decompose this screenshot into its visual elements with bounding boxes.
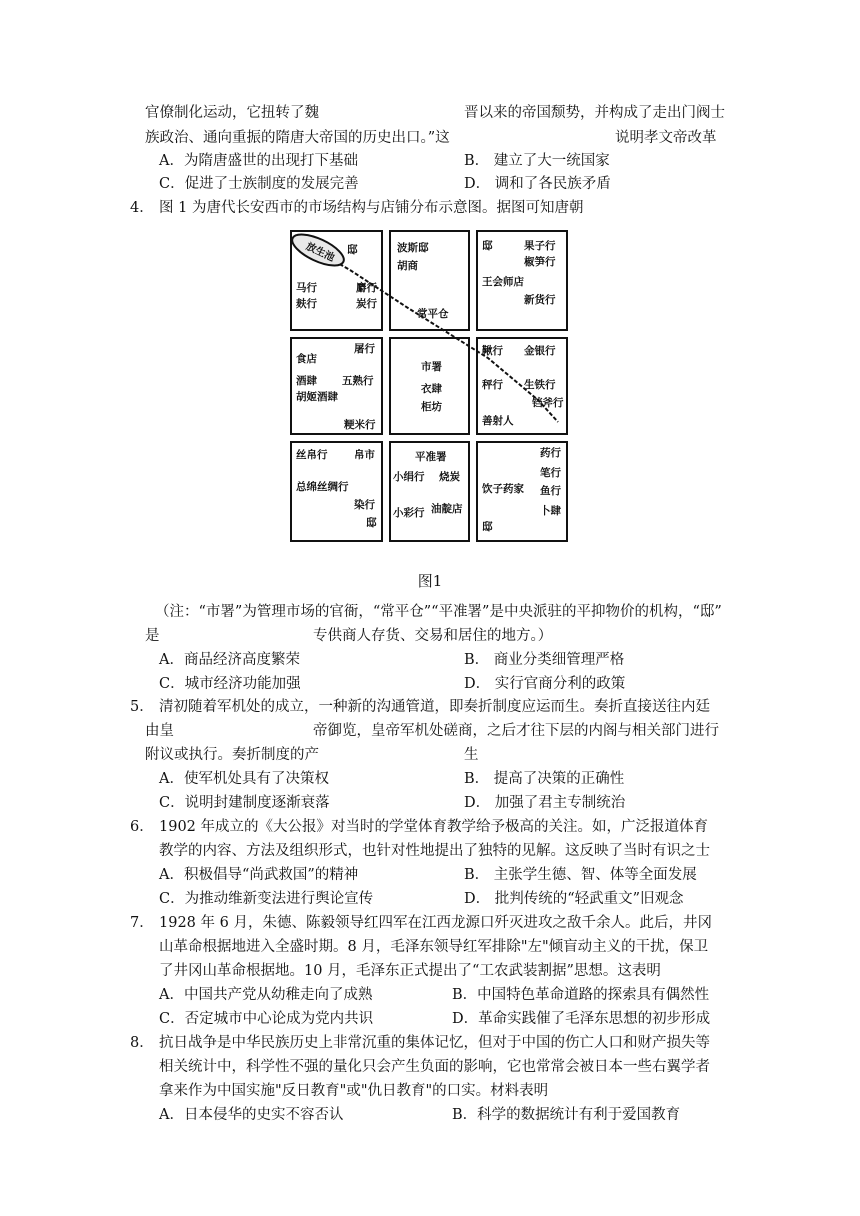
q4-option-c[interactable]: C．城市经济功能加强 <box>159 676 301 692</box>
map-label: 胡姬酒肆 <box>296 391 338 403</box>
map-label: 胡商 <box>397 260 418 272</box>
map-label: 油靛店 <box>431 503 463 515</box>
map-label: 王会师店 <box>482 276 524 288</box>
q4-number: 4． <box>130 200 154 216</box>
map-label: 柜坊 <box>421 401 442 413</box>
map-label: 麝行 <box>356 282 377 294</box>
map-label: 常平仓 <box>417 308 449 320</box>
map-label: 平准署 <box>415 451 447 463</box>
q6-stem-line1: 1902 年成立的《大公报》对当时的学堂体育教学给予极高的关注。如，广泛报道体育 <box>159 819 709 835</box>
q5-stem-line2a: 由皇 <box>145 723 174 739</box>
q6-option-a[interactable]: A．积极倡导“尚武救国”的精神 <box>159 867 359 883</box>
map-label: 总绵丝绸行 <box>296 481 349 493</box>
q5-option-c[interactable]: C．说明封建制度逐渐衰落 <box>159 795 330 811</box>
q6-option-d[interactable]: D． 批判传统的“轻武重文”旧观念 <box>464 891 684 907</box>
map-label: 邸 <box>347 244 358 256</box>
q7-option-c[interactable]: C．否定城市中心论成为党内共识 <box>159 1011 374 1027</box>
map-label: 鱼行 <box>540 485 561 497</box>
q5-stem-line3a: 附议或执行。奏折制度的产 <box>145 747 319 763</box>
map-label: 五熟行 <box>342 375 374 387</box>
q4-option-a[interactable]: A．商品经济高度繁荣 <box>159 652 300 668</box>
west-market-map <box>288 228 570 546</box>
q7-option-b[interactable]: B．中国特色革命道路的探索具有偶然性 <box>452 987 710 1003</box>
map-label: 衣肆 <box>421 383 442 395</box>
q3-option-d[interactable]: D． 调和了各民族矛盾 <box>464 176 611 192</box>
map-label: 笔行 <box>540 467 561 479</box>
map-label: 帛市 <box>354 449 375 461</box>
map-label: 饮子药家 <box>482 483 524 495</box>
map-label: 药行 <box>540 447 561 459</box>
map-label: 铛斧行 <box>532 397 564 409</box>
q8-option-a[interactable]: A．日本侵华的史实不容否认 <box>159 1107 344 1123</box>
map-label: 波斯邸 <box>397 242 429 254</box>
q5-stem-line1: 清初随着军机处的成立，一种新的沟通管道，即奏折制度应运而生。奏折直接送往内廷 <box>159 699 710 715</box>
map-label: 金银行 <box>524 345 556 357</box>
map-label: 粳米行 <box>344 419 376 431</box>
figure-note-line1: （注：“市署”为管理市场的官衙，“常平仓”“平准署”是中央派驻的平抑物价的机构，“邸” <box>155 604 722 620</box>
map-label: 椒笋行 <box>524 256 556 268</box>
map-label: 小绢行 <box>393 471 425 483</box>
canal-overlay <box>288 228 570 546</box>
figure-note-line2b: 专供商人存货、交易和居住的地方。） <box>313 628 553 644</box>
map-label: 邸 <box>482 240 493 252</box>
figure-caption: 图1 <box>417 572 443 590</box>
map-label: 马行 <box>296 282 317 294</box>
map-label: 炭行 <box>356 298 377 310</box>
pond-label: 放生池 <box>304 241 337 264</box>
map-label: 麸行 <box>296 298 317 310</box>
map-label: 鞦行 <box>482 345 503 357</box>
q4-option-d[interactable]: D． 实行官商分利的政策 <box>464 676 626 692</box>
q6-number: 6． <box>130 819 154 835</box>
q6-option-c[interactable]: C．为推动维新变法进行舆论宣传 <box>159 891 374 907</box>
map-label: 屠行 <box>354 343 375 355</box>
q5-number: 5． <box>130 699 154 715</box>
q7-option-a[interactable]: A．中国共产党从幼稚走向了成熟 <box>159 987 373 1003</box>
q4-stem: 图 1 为唐代长安西市的市场结构与店铺分布示意图。据图可知唐朝 <box>159 200 584 216</box>
q5-stem-line3b: 生 <box>464 747 479 763</box>
q7-number: 7． <box>130 915 154 931</box>
map-label: 秤行 <box>482 379 503 391</box>
canal-line <box>298 240 558 422</box>
q7-stem-line2: 山革命根据地进入全盛时期。8 月，毛泽东领导红军排除"左"倾盲动主义的干扰，保卫 <box>159 939 709 955</box>
q8-option-b[interactable]: B．科学的数据统计有利于爱国教育 <box>452 1107 681 1123</box>
q3-option-b[interactable]: B． 建立了大一统国家 <box>464 153 610 169</box>
map-label: 邸 <box>482 521 493 533</box>
q7-stem-line3: 了井冈山革命根据地。10 月，毛泽东正式提出了“工农武装割据”思想。这表明 <box>159 963 661 979</box>
map-label: 市署 <box>421 361 442 373</box>
map-label: 食店 <box>296 353 317 365</box>
map-label: 染行 <box>354 499 375 511</box>
map-label: 果子行 <box>524 240 556 252</box>
map-label: 邸 <box>366 517 377 529</box>
q3-option-c[interactable]: C．促进了士族制度的发展完善 <box>159 176 359 192</box>
q3-option-a[interactable]: A．为隋唐盛世的出现打下基础 <box>159 153 358 169</box>
map-label: 丝帛行 <box>296 449 328 461</box>
q5-option-a[interactable]: A．使军机处具有了决策权 <box>159 771 329 787</box>
map-label: 新货行 <box>524 294 556 306</box>
q3-stem-line1a: 官僚制化运动，它扭转了魏 <box>145 105 319 121</box>
map-label: 烧炭 <box>439 471 460 483</box>
q5-stem-line2b: 帝御览，皇帝军机处磋商，之后才往下层的内阁与相关部门进行 <box>313 723 719 739</box>
map-label: 酒肆 <box>296 375 317 387</box>
map-label: 生铁行 <box>524 379 556 391</box>
q5-option-d[interactable]: D． 加强了君主专制统治 <box>464 795 626 811</box>
figure-note-line2a: 是 <box>145 628 160 644</box>
q5-option-b[interactable]: B． 提高了决策的正确性 <box>464 771 625 787</box>
q8-number: 8． <box>130 1035 154 1051</box>
q4-option-b[interactable]: B． 商业分类细管理严格 <box>464 652 625 668</box>
q3-stem-line2b: 说明孝文帝改革 <box>615 130 717 146</box>
map-label: 善射人 <box>482 415 514 427</box>
q6-stem-line2: 教学的内容、方法及组织形式，也针对性地提出了独特的见解。这反映了当时有识之士 <box>159 843 710 859</box>
q3-stem-line2a: 族政治、通向重振的隋唐大帝国的历史出口。”这 <box>145 130 450 146</box>
q7-stem-line1: 1928 年 6 月，朱德、陈毅领导红四军在江西龙源口歼灭进攻之敌千余人。此后，井冈 <box>159 915 712 931</box>
q3-stem-line1b: 晋以来的帝国颓势，并构成了走出门阀士 <box>464 105 725 121</box>
map-label: 小彩行 <box>393 507 425 519</box>
map-label: 卜肆 <box>540 505 561 517</box>
q8-stem-line2: 相关统计中，科学性不强的量化只会产生负面的影响，它也常常会被日本一些右翼学者 <box>159 1059 710 1075</box>
q8-stem-line3: 拿来作为中国实施"反日教育"或"仇日教育"的口实。材料表明 <box>159 1083 549 1099</box>
q6-option-b[interactable]: B． 主张学生德、智、体等全面发展 <box>464 867 697 883</box>
q7-option-d[interactable]: D．革命实践催了毛泽东思想的初步形成 <box>452 1011 711 1027</box>
q8-stem-line1: 抗日战争是中华民族历史上非常沉重的集体记忆，但对于中国的伤亡人口和财产损失等 <box>159 1035 710 1051</box>
